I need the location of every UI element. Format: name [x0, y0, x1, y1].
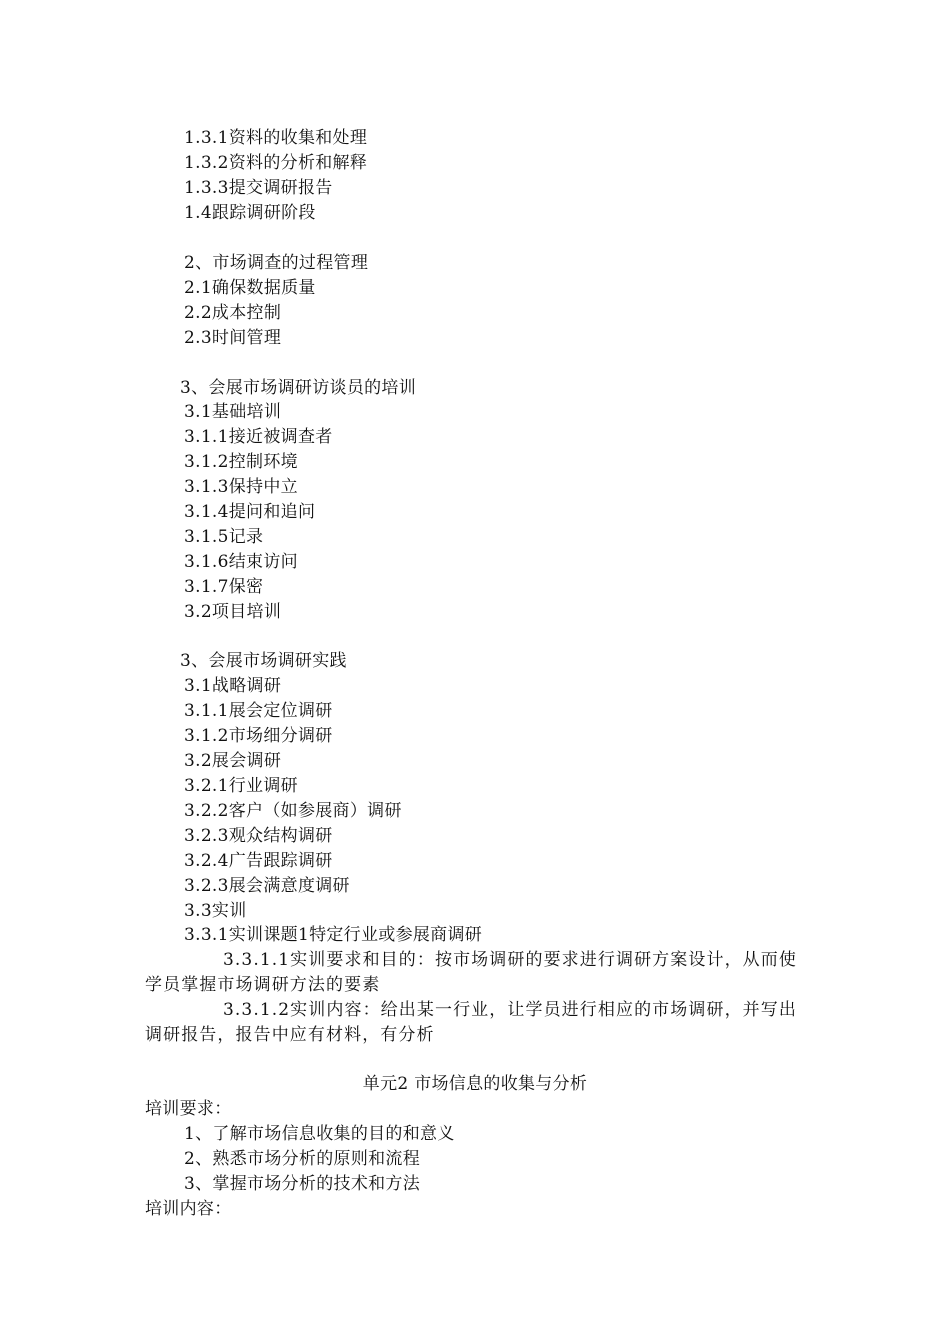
text-line: 3.1.4提问和追问: [184, 502, 316, 522]
list-item: 3、掌握市场分析的技术和方法: [184, 1174, 421, 1194]
text-line: 3.1.5记录: [184, 527, 264, 547]
paragraph-line: 学员掌握市场调研方法的要素: [145, 975, 381, 995]
text-line: 3.3实训: [184, 901, 247, 921]
section-heading: 2、市场调查的过程管理: [184, 253, 369, 273]
text-line: 3.1基础培训: [184, 402, 282, 422]
text-line: 3.2.3观众结构调研: [184, 826, 333, 846]
text-line: 3.2展会调研: [184, 751, 282, 771]
text-line: 2.1确保数据质量: [184, 278, 316, 298]
paragraph-line: 3.3.1.1实训要求和目的：按市场调研的要求进行调研方案设计，从而使: [223, 950, 797, 970]
text-line: 3.2项目培训: [184, 602, 282, 622]
text-line: 3.3.1实训课题1特定行业或参展商调研: [184, 925, 483, 945]
list-item: 2、熟悉市场分析的原则和流程: [184, 1149, 421, 1169]
paragraph-line: 3.3.1.2实训内容：给出某一行业，让学员进行相应的市场调研，并写出: [223, 1000, 797, 1020]
list-item: 1、了解市场信息收集的目的和意义: [184, 1124, 455, 1144]
paragraph-line: 调研报告，报告中应有材料，有分析: [145, 1025, 435, 1045]
text-line: 3.1.1展会定位调研: [184, 701, 333, 721]
text-line: 2.2成本控制: [184, 303, 282, 323]
text-line: 1.3.1资料的收集和处理: [184, 128, 368, 148]
text-line: 3.1.6结束访问: [184, 552, 298, 572]
text-line: 2.3时间管理: [184, 328, 282, 348]
label-line: 培训内容：: [145, 1199, 232, 1219]
text-line: 3.1.1接近被调查者: [184, 427, 333, 447]
text-line: 3.1.3保持中立: [184, 477, 298, 497]
section-heading: 3、会展市场调研访谈员的培训: [180, 378, 417, 398]
label-line: 培训要求：: [145, 1099, 232, 1119]
text-line: 3.2.4广告跟踪调研: [184, 851, 333, 871]
text-line: 3.2.3展会满意度调研: [184, 876, 350, 896]
text-line: 3.1战略调研: [184, 676, 282, 696]
unit-title: 单元2 市场信息的收集与分析: [362, 1074, 588, 1094]
text-line: 3.1.7保密: [184, 577, 264, 597]
text-line: 3.2.1行业调研: [184, 776, 298, 796]
text-line: 1.3.2资料的分析和解释: [184, 153, 368, 173]
text-line: 3.1.2控制环境: [184, 452, 298, 472]
text-line: 1.4跟踪调研阶段: [184, 203, 316, 223]
text-line: 1.3.3提交调研报告: [184, 178, 333, 198]
text-line: 3.2.2客户（如参展商）调研: [184, 801, 402, 821]
text-line: 3.1.2市场细分调研: [184, 726, 333, 746]
section-heading: 3、会展市场调研实践: [180, 651, 347, 671]
